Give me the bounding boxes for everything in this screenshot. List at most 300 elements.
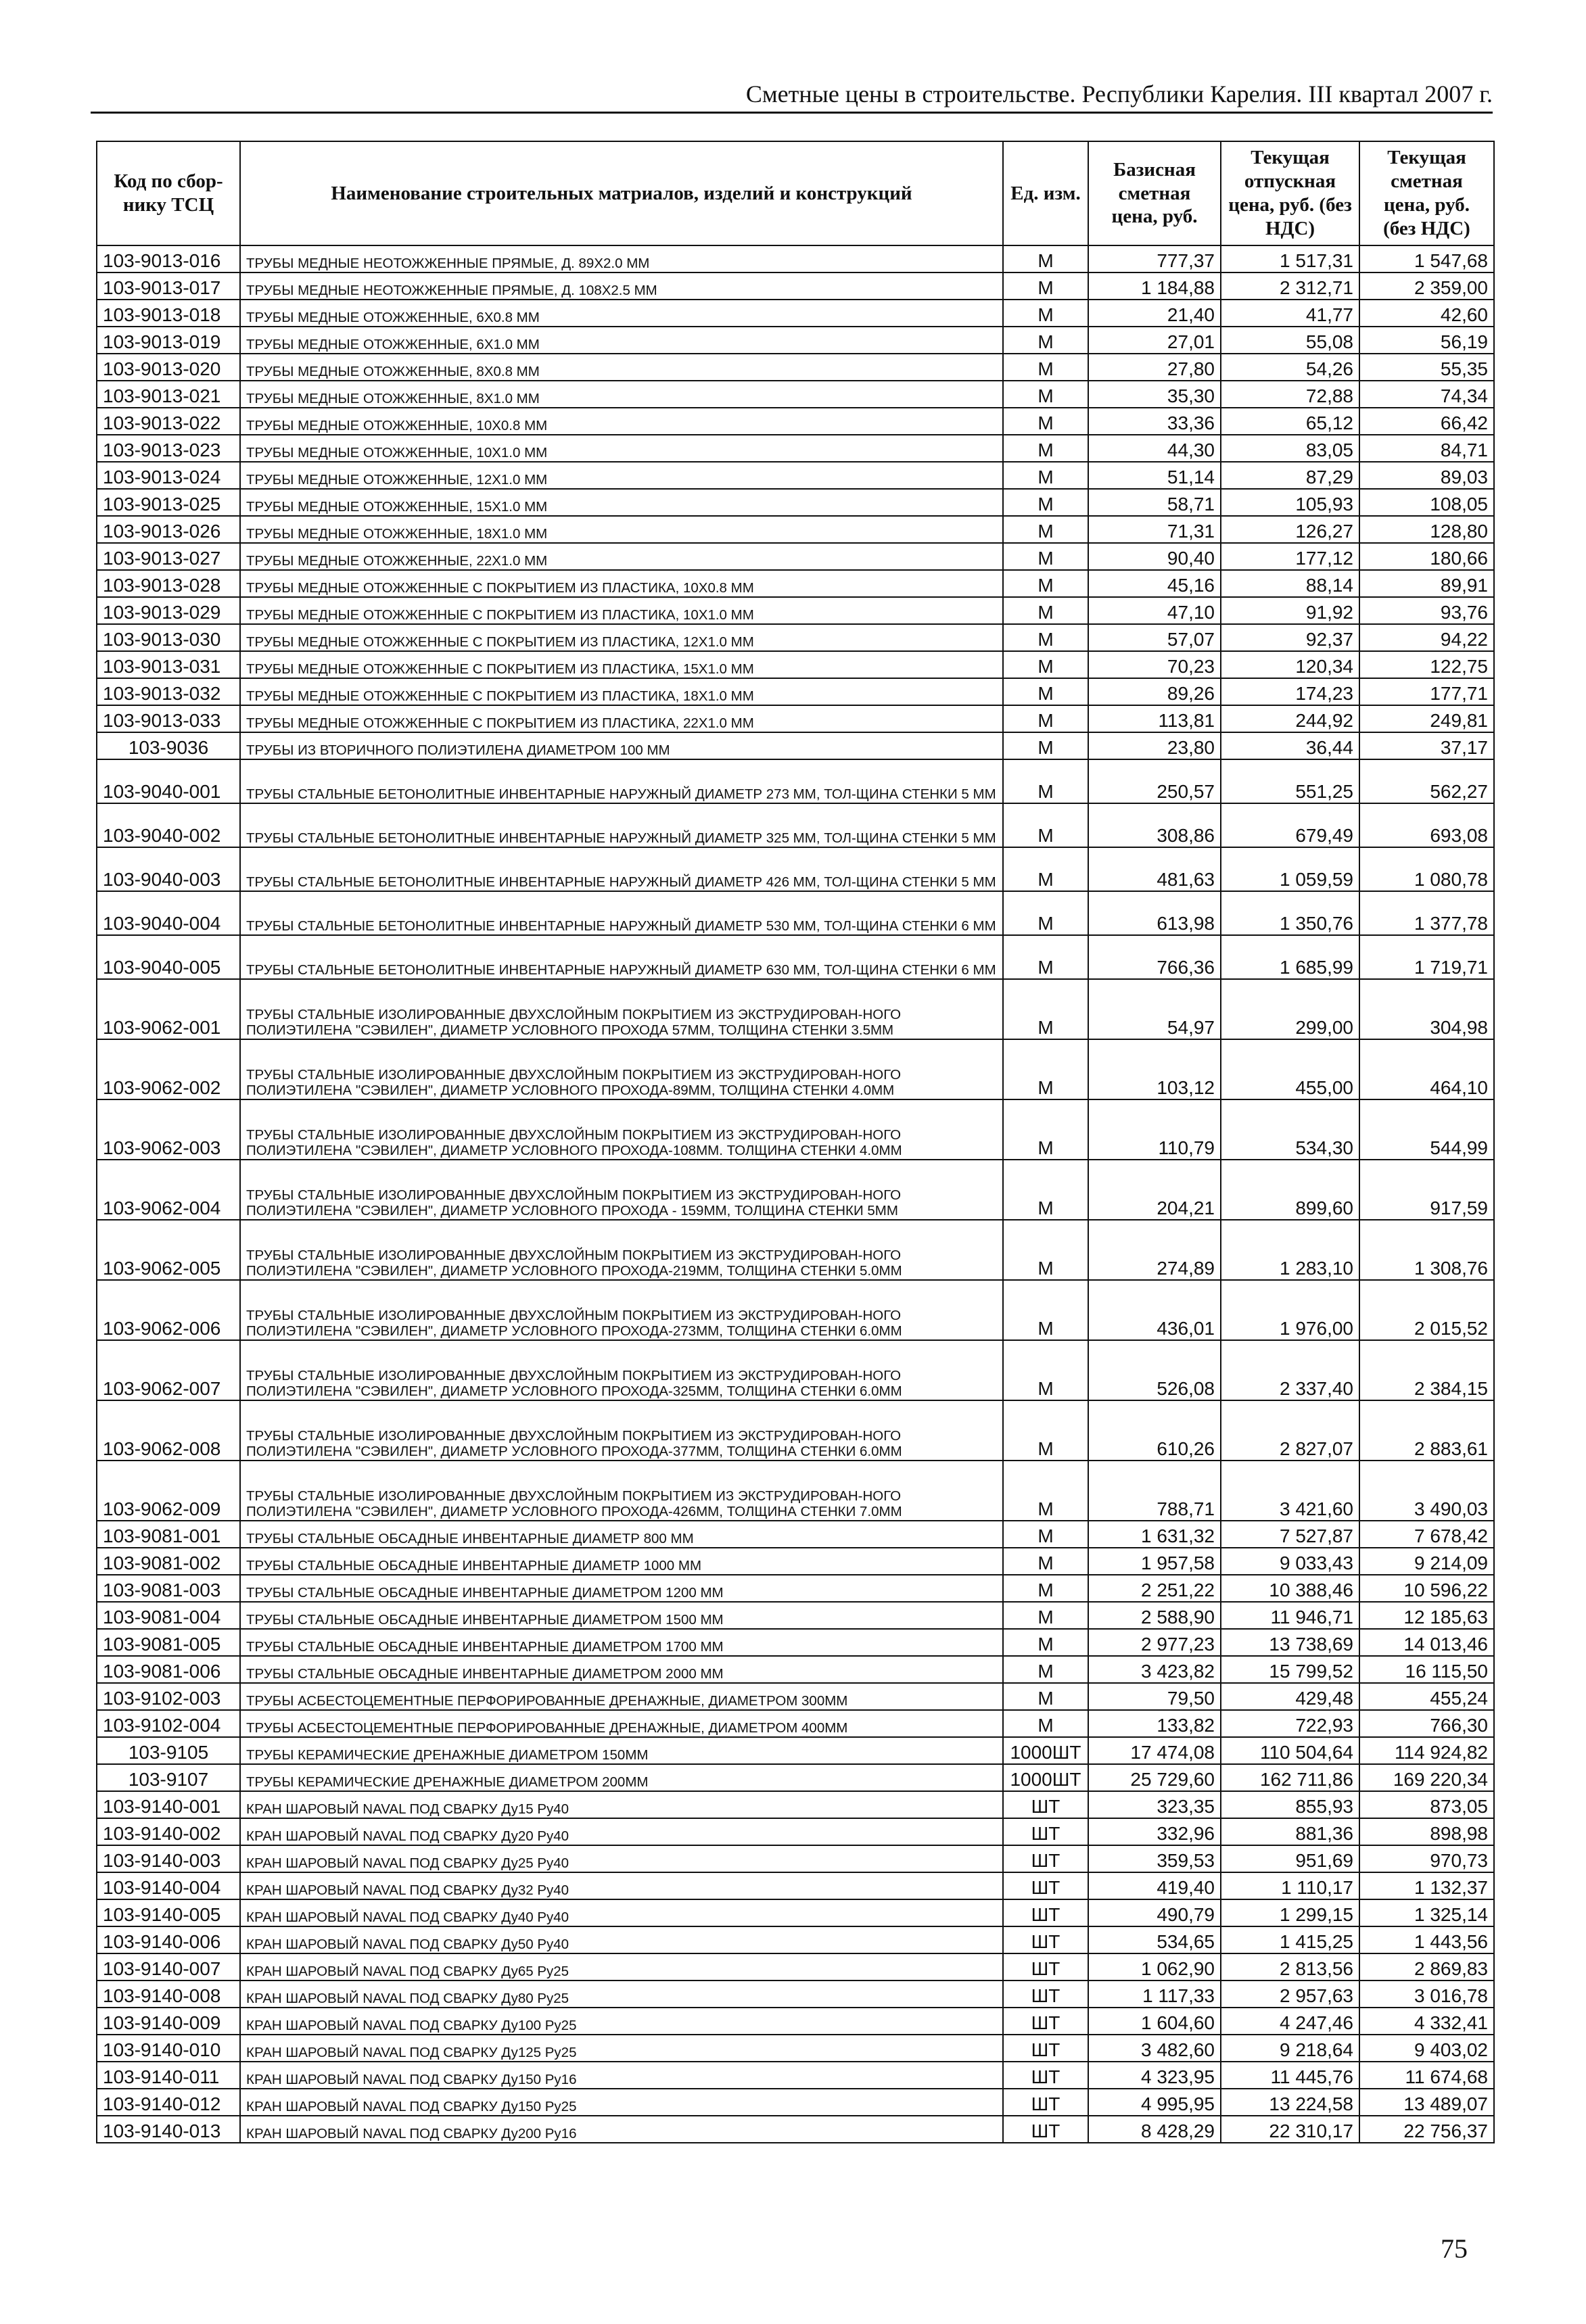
cell-name: КРАН ШАРОВЫЙ NAVAL ПОД СВАРКУ Ду100 Ру25 xyxy=(240,2008,1003,2035)
cell-name: ТРУБЫ МЕДНЫЕ ОТОЖЖЕННЫЕ, 15Х1.0 ММ xyxy=(240,489,1003,516)
table-row xyxy=(97,759,1494,803)
cell-name: ТРУБЫ МЕДНЫЕ НЕОТОЖЖЕННЫЕ ПРЯМЫЕ, Д. 108Х2.5 ММ xyxy=(240,272,1003,300)
cell-name: КРАН ШАРОВЫЙ NAVAL ПОД СВАРКУ Ду15 Ру40 xyxy=(240,1791,1003,1818)
cell-release-price: 105,93 xyxy=(1221,489,1359,516)
table-row xyxy=(97,1521,1494,1548)
cell-code: 103-9140-002 xyxy=(97,1818,240,1845)
table-row xyxy=(97,1548,1494,1575)
cell-base-price: 45,16 xyxy=(1088,570,1221,597)
cell-code: 103-9040-003 xyxy=(97,847,240,891)
cell-name: ТРУБЫ КЕРАМИЧЕСКИЕ ДРЕНАЖНЫЕ ДИАМЕТРОМ 200ММ xyxy=(240,1764,1003,1791)
cell-name: ТРУБЫ МЕДНЫЕ ОТОЖЖЕННЫЕ, 6Х1.0 ММ xyxy=(240,327,1003,354)
cell-estimate-price: 1 547,68 xyxy=(1359,245,1494,272)
cell-unit: 1000ШТ xyxy=(1003,1737,1088,1764)
cell-base-price: 35,30 xyxy=(1088,381,1221,408)
cell-name: ТРУБЫ КЕРАМИЧЕСКИЕ ДРЕНАЖНЫЕ ДИАМЕТРОМ 150ММ xyxy=(240,1737,1003,1764)
cell-estimate-price: 37,17 xyxy=(1359,732,1494,759)
cell-release-price: 110 504,64 xyxy=(1221,1737,1359,1764)
cell-name: ТРУБЫ СТАЛЬНЫЕ ИЗОЛИРОВАННЫЕ ДВУХСЛОЙНЫМ ПОКРЫТИЕМ ИЗ ЭКСТРУДИРОВАН-НОГО ПОЛИЭТИЛЕНА "СЭВИЛЕН", ДИАМЕТР УСЛОВНОГО ПРОХОДА 57ММ, ТОЛЩИНА СТЕНКИ 3.5ММ xyxy=(240,979,1003,1039)
cell-name: ТРУБЫ МЕДНЫЕ ОТОЖЖЕННЫЕ С ПОКРЫТИЕМ ИЗ ПЛАСТИКА, 12Х1.0 ММ xyxy=(240,624,1003,651)
cell-code: 103-9013-032 xyxy=(97,678,240,705)
table-row xyxy=(97,2035,1494,2062)
table-row xyxy=(97,2008,1494,2035)
cell-unit: М xyxy=(1003,705,1088,732)
cell-release-price: 2 957,63 xyxy=(1221,1981,1359,2008)
cell-release-price: 177,12 xyxy=(1221,543,1359,570)
cell-code: 103-9013-016 xyxy=(97,245,240,272)
cell-release-price: 36,44 xyxy=(1221,732,1359,759)
table-row xyxy=(97,1737,1494,1764)
cell-estimate-price: 74,34 xyxy=(1359,381,1494,408)
cell-unit: 1000ШТ xyxy=(1003,1764,1088,1791)
cell-unit: ШТ xyxy=(1003,1926,1088,1953)
cell-base-price: 27,01 xyxy=(1088,327,1221,354)
cell-release-price: 3 421,60 xyxy=(1221,1461,1359,1521)
cell-base-price: 110,79 xyxy=(1088,1099,1221,1160)
table-row xyxy=(97,1953,1494,1981)
cell-unit: М xyxy=(1003,1280,1088,1340)
cell-name: ТРУБЫ АСБЕСТОЦЕМЕНТНЫЕ ПЕРФОРИРОВАННЫЕ ДРЕНАЖНЫЕ, ДИАМЕТРОМ 400ММ xyxy=(240,1710,1003,1737)
table-row xyxy=(97,1926,1494,1953)
table-header-row xyxy=(97,141,1494,245)
cell-release-price: 1 110,17 xyxy=(1221,1872,1359,1899)
cell-name: ТРУБЫ МЕДНЫЕ НЕОТОЖЖЕННЫЕ ПРЯМЫЕ, Д. 89Х2.0 ММ xyxy=(240,245,1003,272)
table-row xyxy=(97,979,1494,1039)
cell-unit: М xyxy=(1003,651,1088,678)
cell-unit: М xyxy=(1003,1602,1088,1629)
cell-unit: М xyxy=(1003,891,1088,935)
cell-release-price: 13 738,69 xyxy=(1221,1629,1359,1656)
cell-estimate-price: 3 016,78 xyxy=(1359,1981,1494,2008)
cell-unit: М xyxy=(1003,1683,1088,1710)
cell-base-price: 788,71 xyxy=(1088,1461,1221,1521)
cell-code: 103-9013-029 xyxy=(97,597,240,624)
cell-base-price: 777,37 xyxy=(1088,245,1221,272)
table-row xyxy=(97,543,1494,570)
cell-name: ТРУБЫ СТАЛЬНЫЕ БЕТОНОЛИТНЫЕ ИНВЕНТАРНЫЕ НАРУЖНЫЙ ДИАМЕТР 426 ММ, ТОЛ-ЩИНА СТЕНКИ 5 ММ xyxy=(240,847,1003,891)
table-body xyxy=(97,245,1494,2143)
cell-release-price: 91,92 xyxy=(1221,597,1359,624)
cell-release-price: 951,69 xyxy=(1221,1845,1359,1872)
cell-release-price: 162 711,86 xyxy=(1221,1764,1359,1791)
cell-unit: М xyxy=(1003,1099,1088,1160)
cell-code: 103-9102-003 xyxy=(97,1683,240,1710)
cell-name: КРАН ШАРОВЫЙ NAVAL ПОД СВАРКУ Ду25 Ру40 xyxy=(240,1845,1003,1872)
cell-unit: М xyxy=(1003,1629,1088,1656)
cell-base-price: 308,86 xyxy=(1088,803,1221,847)
cell-estimate-price: 544,99 xyxy=(1359,1099,1494,1160)
cell-estimate-price: 66,42 xyxy=(1359,408,1494,435)
cell-code: 103-9013-018 xyxy=(97,300,240,327)
cell-base-price: 490,79 xyxy=(1088,1899,1221,1926)
table-row xyxy=(97,1683,1494,1710)
cell-code: 103-9140-012 xyxy=(97,2089,240,2116)
cell-release-price: 9 033,43 xyxy=(1221,1548,1359,1575)
cell-code: 103-9013-027 xyxy=(97,543,240,570)
cell-unit: ШТ xyxy=(1003,2089,1088,2116)
cell-code: 103-9013-017 xyxy=(97,272,240,300)
cell-name: КРАН ШАРОВЫЙ NAVAL ПОД СВАРКУ Ду150 Ру25 xyxy=(240,2089,1003,2116)
cell-unit: М xyxy=(1003,624,1088,651)
cell-base-price: 4 323,95 xyxy=(1088,2062,1221,2089)
cell-estimate-price: 1 443,56 xyxy=(1359,1926,1494,1953)
cell-base-price: 57,07 xyxy=(1088,624,1221,651)
cell-base-price: 613,98 xyxy=(1088,891,1221,935)
cell-unit: М xyxy=(1003,847,1088,891)
table-row xyxy=(97,1791,1494,1818)
table-row xyxy=(97,1710,1494,1737)
cell-unit: М xyxy=(1003,354,1088,381)
cell-base-price: 21,40 xyxy=(1088,300,1221,327)
cell-unit: ШТ xyxy=(1003,1791,1088,1818)
column-header-name: Наименование строительных матриалов, изделий и конструкций xyxy=(240,141,1003,245)
cell-code: 103-9062-005 xyxy=(97,1220,240,1280)
cell-release-price: 2 337,40 xyxy=(1221,1340,1359,1400)
cell-name: ТРУБЫ МЕДНЫЕ ОТОЖЖЕННЫЕ, 18Х1.0 ММ xyxy=(240,516,1003,543)
cell-release-price: 1 685,99 xyxy=(1221,935,1359,979)
cell-unit: М xyxy=(1003,803,1088,847)
cell-base-price: 274,89 xyxy=(1088,1220,1221,1280)
table-row xyxy=(97,570,1494,597)
cell-name: КРАН ШАРОВЫЙ NAVAL ПОД СВАРКУ Ду125 Ру25 xyxy=(240,2035,1003,2062)
cell-code: 103-9140-007 xyxy=(97,1953,240,1981)
cell-unit: М xyxy=(1003,516,1088,543)
cell-estimate-price: 55,35 xyxy=(1359,354,1494,381)
table-row xyxy=(97,1629,1494,1656)
cell-unit: ШТ xyxy=(1003,1981,1088,2008)
cell-code: 103-9013-025 xyxy=(97,489,240,516)
table-row xyxy=(97,462,1494,489)
cell-unit: М xyxy=(1003,570,1088,597)
table-row xyxy=(97,935,1494,979)
table-row xyxy=(97,272,1494,300)
cell-estimate-price: 42,60 xyxy=(1359,300,1494,327)
cell-base-price: 44,30 xyxy=(1088,435,1221,462)
cell-name: ТРУБЫ МЕДНЫЕ ОТОЖЖЕННЫЕ, 22Х1.0 ММ xyxy=(240,543,1003,570)
cell-unit: ШТ xyxy=(1003,2116,1088,2143)
cell-release-price: 72,88 xyxy=(1221,381,1359,408)
table-row xyxy=(97,1400,1494,1461)
cell-name: ТРУБЫ СТАЛЬНЫЕ ОБСАДНЫЕ ИНВЕНТАРНЫЕ ДИАМЕТРОМ 2000 ММ xyxy=(240,1656,1003,1683)
table-row xyxy=(97,408,1494,435)
cell-code: 103-9062-002 xyxy=(97,1039,240,1099)
cell-estimate-price: 1 080,78 xyxy=(1359,847,1494,891)
cell-code: 103-9140-010 xyxy=(97,2035,240,2062)
cell-release-price: 10 388,46 xyxy=(1221,1575,1359,1602)
cell-unit: М xyxy=(1003,272,1088,300)
cell-code: 103-9013-026 xyxy=(97,516,240,543)
cell-code: 103-9062-003 xyxy=(97,1099,240,1160)
cell-estimate-price: 56,19 xyxy=(1359,327,1494,354)
cell-base-price: 1 117,33 xyxy=(1088,1981,1221,2008)
cell-name: ТРУБЫ МЕДНЫЕ ОТОЖЖЕННЫЕ С ПОКРЫТИЕМ ИЗ ПЛАСТИКА, 10Х0.8 ММ xyxy=(240,570,1003,597)
cell-name: ТРУБЫ СТАЛЬНЫЕ ИЗОЛИРОВАННЫЕ ДВУХСЛОЙНЫМ ПОКРЫТИЕМ ИЗ ЭКСТРУДИРОВАН-НОГО ПОЛИЭТИЛЕНА "СЭВИЛЕН", ДИАМЕТР УСЛОВНОГО ПРОХОДА-426ММ, ТОЛЩИНА СТЕНКИ 7.0ММ xyxy=(240,1461,1003,1521)
cell-code: 103-9081-003 xyxy=(97,1575,240,1602)
cell-unit: М xyxy=(1003,489,1088,516)
cell-base-price: 359,53 xyxy=(1088,1845,1221,1872)
cell-release-price: 87,29 xyxy=(1221,462,1359,489)
cell-code: 103-9013-024 xyxy=(97,462,240,489)
column-header-code: Код по сбор-нику ТСЦ xyxy=(97,141,240,245)
table-row xyxy=(97,891,1494,935)
cell-name: ТРУБЫ СТАЛЬНЫЕ ОБСАДНЫЕ ИНВЕНТАРНЫЕ ДИАМЕТР 1000 ММ xyxy=(240,1548,1003,1575)
cell-base-price: 58,71 xyxy=(1088,489,1221,516)
cell-release-price: 2 827,07 xyxy=(1221,1400,1359,1461)
cell-name: ТРУБЫ СТАЛЬНЫЕ ИЗОЛИРОВАННЫЕ ДВУХСЛОЙНЫМ ПОКРЫТИЕМ ИЗ ЭКСТРУДИРОВАН-НОГО ПОЛИЭТИЛЕНА "СЭВИЛЕН", ДИАМЕТР УСЛОВНОГО ПРОХОДА-89ММ, ТОЛЩИНА СТЕНКИ 4.0ММ xyxy=(240,1039,1003,1099)
cell-release-price: 679,49 xyxy=(1221,803,1359,847)
cell-base-price: 4 995,95 xyxy=(1088,2089,1221,2116)
cell-code: 103-9062-008 xyxy=(97,1400,240,1461)
cell-name: ТРУБЫ СТАЛЬНЫЕ БЕТОНОЛИТНЫЕ ИНВЕНТАРНЫЕ НАРУЖНЫЙ ДИАМЕТР 530 ММ, ТОЛ-ЩИНА СТЕНКИ 6 ММ xyxy=(240,891,1003,935)
cell-code: 103-9040-001 xyxy=(97,759,240,803)
cell-code: 103-9040-004 xyxy=(97,891,240,935)
cell-release-price: 1 415,25 xyxy=(1221,1926,1359,1953)
cell-name: ТРУБЫ МЕДНЫЕ ОТОЖЖЕННЫЕ С ПОКРЫТИЕМ ИЗ ПЛАСТИКА, 15Х1.0 ММ xyxy=(240,651,1003,678)
cell-estimate-price: 22 756,37 xyxy=(1359,2116,1494,2143)
header-rule xyxy=(91,112,1493,114)
cell-estimate-price: 1 325,14 xyxy=(1359,1899,1494,1926)
cell-base-price: 90,40 xyxy=(1088,543,1221,570)
table-row xyxy=(97,1818,1494,1845)
cell-code: 103-9140-011 xyxy=(97,2062,240,2089)
table-row xyxy=(97,2062,1494,2089)
cell-code: 103-9040-005 xyxy=(97,935,240,979)
cell-unit: ШТ xyxy=(1003,2008,1088,2035)
cell-base-price: 89,26 xyxy=(1088,678,1221,705)
cell-code: 103-9081-006 xyxy=(97,1656,240,1683)
cell-base-price: 610,26 xyxy=(1088,1400,1221,1461)
cell-base-price: 70,23 xyxy=(1088,651,1221,678)
cell-unit: М xyxy=(1003,327,1088,354)
table-row xyxy=(97,489,1494,516)
table-row xyxy=(97,354,1494,381)
cell-estimate-price: 1 377,78 xyxy=(1359,891,1494,935)
cell-code: 103-9140-009 xyxy=(97,2008,240,2035)
cell-estimate-price: 11 674,68 xyxy=(1359,2062,1494,2089)
cell-name: ТРУБЫ АСБЕСТОЦЕМЕНТНЫЕ ПЕРФОРИРОВАННЫЕ ДРЕНАЖНЫЕ, ДИАМЕТРОМ 300ММ xyxy=(240,1683,1003,1710)
cell-name: ТРУБЫ СТАЛЬНЫЕ ИЗОЛИРОВАННЫЕ ДВУХСЛОЙНЫМ ПОКРЫТИЕМ ИЗ ЭКСТРУДИРОВАН-НОГО ПОЛИЭТИЛЕНА "СЭВИЛЕН", ДИАМЕТР УСЛОВНОГО ПРОХОДА-325ММ, ТОЛЩИНА СТЕНКИ 6.0ММ xyxy=(240,1340,1003,1400)
cell-estimate-price: 970,73 xyxy=(1359,1845,1494,1872)
cell-estimate-price: 14 013,46 xyxy=(1359,1629,1494,1656)
cell-unit: ШТ xyxy=(1003,1953,1088,1981)
cell-estimate-price: 84,71 xyxy=(1359,435,1494,462)
cell-name: ТРУБЫ МЕДНЫЕ ОТОЖЖЕННЫЕ С ПОКРЫТИЕМ ИЗ ПЛАСТИКА, 22Х1.0 ММ xyxy=(240,705,1003,732)
cell-base-price: 25 729,60 xyxy=(1088,1764,1221,1791)
cell-unit: М xyxy=(1003,678,1088,705)
cell-unit: ШТ xyxy=(1003,1818,1088,1845)
cell-unit: М xyxy=(1003,759,1088,803)
cell-estimate-price: 9 214,09 xyxy=(1359,1548,1494,1575)
table-row xyxy=(97,1461,1494,1521)
cell-unit: М xyxy=(1003,462,1088,489)
cell-release-price: 299,00 xyxy=(1221,979,1359,1039)
table-row xyxy=(97,245,1494,272)
cell-name: ТРУБЫ СТАЛЬНЫЕ БЕТОНОЛИТНЫЕ ИНВЕНТАРНЫЕ НАРУЖНЫЙ ДИАМЕТР 630 ММ, ТОЛ-ЩИНА СТЕНКИ 6 ММ xyxy=(240,935,1003,979)
cell-code: 103-9013-019 xyxy=(97,327,240,354)
cell-code: 103-9140-006 xyxy=(97,1926,240,1953)
cell-release-price: 1 299,15 xyxy=(1221,1899,1359,1926)
cell-base-price: 534,65 xyxy=(1088,1926,1221,1953)
cell-code: 103-9140-004 xyxy=(97,1872,240,1899)
cell-name: ТРУБЫ МЕДНЫЕ ОТОЖЖЕННЫЕ, 8Х1.0 ММ xyxy=(240,381,1003,408)
cell-unit: М xyxy=(1003,1340,1088,1400)
cell-estimate-price: 766,30 xyxy=(1359,1710,1494,1737)
column-header-estimate-price: Текущая сметная цена, руб. (без НДС) xyxy=(1359,141,1494,245)
cell-unit: М xyxy=(1003,1575,1088,1602)
cell-unit: М xyxy=(1003,1548,1088,1575)
column-header-unit: Ед. изм. xyxy=(1003,141,1088,245)
table-row xyxy=(97,1872,1494,1899)
cell-code: 103-9062-006 xyxy=(97,1280,240,1340)
cell-release-price: 1 059,59 xyxy=(1221,847,1359,891)
table-row xyxy=(97,597,1494,624)
table-row xyxy=(97,381,1494,408)
cell-release-price: 54,26 xyxy=(1221,354,1359,381)
cell-code: 103-9062-009 xyxy=(97,1461,240,1521)
cell-base-price: 2 588,90 xyxy=(1088,1602,1221,1629)
cell-unit: М xyxy=(1003,1160,1088,1220)
cell-name: КРАН ШАРОВЫЙ NAVAL ПОД СВАРКУ Ду20 Ру40 xyxy=(240,1818,1003,1845)
table-row xyxy=(97,1160,1494,1220)
cell-unit: М xyxy=(1003,1521,1088,1548)
cell-code: 103-9081-004 xyxy=(97,1602,240,1629)
cell-base-price: 17 474,08 xyxy=(1088,1737,1221,1764)
cell-base-price: 103,12 xyxy=(1088,1039,1221,1099)
cell-unit: М xyxy=(1003,245,1088,272)
table-row xyxy=(97,1845,1494,1872)
cell-name: ТРУБЫ СТАЛЬНЫЕ ОБСАДНЫЕ ИНВЕНТАРНЫЕ ДИАМЕТРОМ 1700 ММ xyxy=(240,1629,1003,1656)
cell-code: 103-9102-004 xyxy=(97,1710,240,1737)
cell-base-price: 8 428,29 xyxy=(1088,2116,1221,2143)
cell-estimate-price: 13 489,07 xyxy=(1359,2089,1494,2116)
cell-estimate-price: 7 678,42 xyxy=(1359,1521,1494,1548)
cell-base-price: 54,97 xyxy=(1088,979,1221,1039)
table-row xyxy=(97,651,1494,678)
cell-base-price: 33,36 xyxy=(1088,408,1221,435)
cell-estimate-price: 89,91 xyxy=(1359,570,1494,597)
cell-base-price: 3 423,82 xyxy=(1088,1656,1221,1683)
cell-estimate-price: 304,98 xyxy=(1359,979,1494,1039)
cell-code: 103-9062-007 xyxy=(97,1340,240,1400)
cell-unit: М xyxy=(1003,1220,1088,1280)
cell-base-price: 481,63 xyxy=(1088,847,1221,891)
cell-release-price: 244,92 xyxy=(1221,705,1359,732)
cell-base-price: 419,40 xyxy=(1088,1872,1221,1899)
cell-code: 103-9081-002 xyxy=(97,1548,240,1575)
cell-code: 103-9013-023 xyxy=(97,435,240,462)
cell-release-price: 15 799,52 xyxy=(1221,1656,1359,1683)
cell-release-price: 126,27 xyxy=(1221,516,1359,543)
cell-base-price: 436,01 xyxy=(1088,1280,1221,1340)
column-header-release-price: Текущая отпускная цена, руб. (без НДС) xyxy=(1221,141,1359,245)
cell-name: КРАН ШАРОВЫЙ NAVAL ПОД СВАРКУ Ду32 Ру40 xyxy=(240,1872,1003,1899)
cell-release-price: 174,23 xyxy=(1221,678,1359,705)
cell-release-price: 4 247,46 xyxy=(1221,2008,1359,2035)
cell-name: ТРУБЫ СТАЛЬНЫЕ БЕТОНОЛИТНЫЕ ИНВЕНТАРНЫЕ НАРУЖНЫЙ ДИАМЕТР 273 ММ, ТОЛ-ЩИНА СТЕНКИ 5 ММ xyxy=(240,759,1003,803)
table-row xyxy=(97,1280,1494,1340)
table-row xyxy=(97,1981,1494,2008)
cell-base-price: 1 184,88 xyxy=(1088,272,1221,300)
table-row xyxy=(97,1764,1494,1791)
cell-unit: М xyxy=(1003,1461,1088,1521)
page-header-title: Сметные цены в строительстве. Республики Карелия. III квартал 2007 г. xyxy=(745,80,1493,108)
cell-release-price: 455,00 xyxy=(1221,1039,1359,1099)
cell-name: ТРУБЫ СТАЛЬНЫЕ ИЗОЛИРОВАННЫЕ ДВУХСЛОЙНЫМ ПОКРЫТИЕМ ИЗ ЭКСТРУДИРОВАН-НОГО ПОЛИЭТИЛЕНА "СЭВИЛЕН", ДИАМЕТР УСЛОВНОГО ПРОХОДА-377ММ, ТОЛЩИНА СТЕНКИ 6.0ММ xyxy=(240,1400,1003,1461)
cell-release-price: 55,08 xyxy=(1221,327,1359,354)
cell-code: 103-9062-001 xyxy=(97,979,240,1039)
cell-estimate-price: 249,81 xyxy=(1359,705,1494,732)
column-header-base-price: Базисная сметная цена, руб. xyxy=(1088,141,1221,245)
cell-release-price: 11 445,76 xyxy=(1221,2062,1359,2089)
table-row xyxy=(97,624,1494,651)
cell-base-price: 1 957,58 xyxy=(1088,1548,1221,1575)
cell-release-price: 13 224,58 xyxy=(1221,2089,1359,2116)
cell-estimate-price: 12 185,63 xyxy=(1359,1602,1494,1629)
cell-name: КРАН ШАРОВЫЙ NAVAL ПОД СВАРКУ Ду40 Ру40 xyxy=(240,1899,1003,1926)
cell-estimate-price: 94,22 xyxy=(1359,624,1494,651)
cell-unit: ШТ xyxy=(1003,2035,1088,2062)
cell-code: 103-9036 xyxy=(97,732,240,759)
cell-code: 103-9081-005 xyxy=(97,1629,240,1656)
cell-base-price: 79,50 xyxy=(1088,1683,1221,1710)
cell-name: ТРУБЫ СТАЛЬНЫЕ БЕТОНОЛИТНЫЕ ИНВЕНТАРНЫЕ НАРУЖНЫЙ ДИАМЕТР 325 ММ, ТОЛ-ЩИНА СТЕНКИ 5 ММ xyxy=(240,803,1003,847)
cell-release-price: 534,30 xyxy=(1221,1099,1359,1160)
cell-unit: М xyxy=(1003,1400,1088,1461)
cell-estimate-price: 10 596,22 xyxy=(1359,1575,1494,1602)
cell-unit: ШТ xyxy=(1003,1845,1088,1872)
table-row xyxy=(97,435,1494,462)
cell-estimate-price: 9 403,02 xyxy=(1359,2035,1494,2062)
cell-unit: М xyxy=(1003,979,1088,1039)
table-row xyxy=(97,1602,1494,1629)
cell-name: КРАН ШАРОВЫЙ NAVAL ПОД СВАРКУ Ду150 Ру16 xyxy=(240,2062,1003,2089)
cell-estimate-price: 1 132,37 xyxy=(1359,1872,1494,1899)
cell-code: 103-9062-004 xyxy=(97,1160,240,1220)
cell-base-price: 23,80 xyxy=(1088,732,1221,759)
cell-unit: ШТ xyxy=(1003,1872,1088,1899)
cell-base-price: 133,82 xyxy=(1088,1710,1221,1737)
cell-unit: М xyxy=(1003,597,1088,624)
cell-base-price: 204,21 xyxy=(1088,1160,1221,1220)
table-row xyxy=(97,705,1494,732)
cell-base-price: 250,57 xyxy=(1088,759,1221,803)
cell-code: 103-9013-033 xyxy=(97,705,240,732)
cell-release-price: 1 976,00 xyxy=(1221,1280,1359,1340)
cell-estimate-price: 464,10 xyxy=(1359,1039,1494,1099)
cell-base-price: 3 482,60 xyxy=(1088,2035,1221,2062)
cell-release-price: 88,14 xyxy=(1221,570,1359,597)
cell-estimate-price: 562,27 xyxy=(1359,759,1494,803)
cell-estimate-price: 16 115,50 xyxy=(1359,1656,1494,1683)
cell-unit: М xyxy=(1003,732,1088,759)
cell-base-price: 71,31 xyxy=(1088,516,1221,543)
cell-estimate-price: 169 220,34 xyxy=(1359,1764,1494,1791)
page-number: 75 xyxy=(1441,2233,1468,2264)
cell-estimate-price: 93,76 xyxy=(1359,597,1494,624)
cell-name: ТРУБЫ СТАЛЬНЫЕ ИЗОЛИРОВАННЫЕ ДВУХСЛОЙНЫМ ПОКРЫТИЕМ ИЗ ЭКСТРУДИРОВАН-НОГО ПОЛИЭТИЛЕНА "СЭВИЛЕН", ДИАМЕТР УСЛОВНОГО ПРОХОДА - 159ММ, ТОЛЩИНА СТЕНКИ 5ММ xyxy=(240,1160,1003,1220)
cell-estimate-price: 455,24 xyxy=(1359,1683,1494,1710)
cell-release-price: 120,34 xyxy=(1221,651,1359,678)
cell-estimate-price: 89,03 xyxy=(1359,462,1494,489)
table-row xyxy=(97,1340,1494,1400)
cell-unit: М xyxy=(1003,543,1088,570)
table-row xyxy=(97,1039,1494,1099)
cell-code: 103-9013-028 xyxy=(97,570,240,597)
cell-estimate-price: 917,59 xyxy=(1359,1160,1494,1220)
cell-estimate-price: 1 308,76 xyxy=(1359,1220,1494,1280)
cell-name: ТРУБЫ СТАЛЬНЫЕ ОБСАДНЫЕ ИНВЕНТАРНЫЕ ДИАМЕТРОМ 1500 ММ xyxy=(240,1602,1003,1629)
cell-estimate-price: 2 883,61 xyxy=(1359,1400,1494,1461)
